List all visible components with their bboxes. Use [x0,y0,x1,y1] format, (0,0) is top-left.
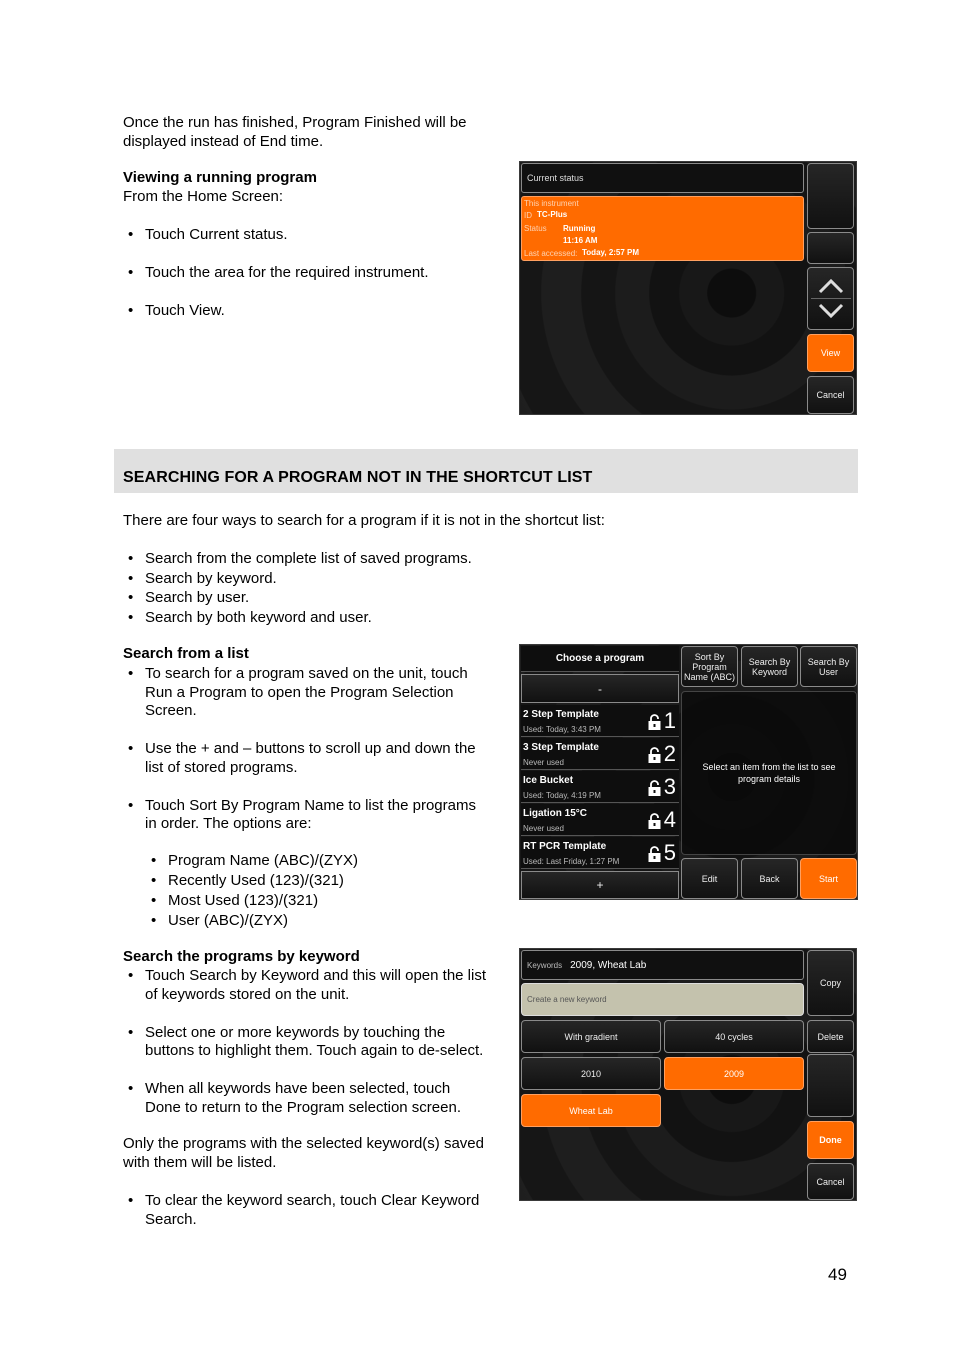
button-line: Keyword [751,666,787,677]
instrument-panel[interactable] [521,196,804,261]
program-name: 3 Step Template [523,742,599,753]
lock-icon [648,780,661,796]
cancel-button[interactable]: Cancel [807,1163,854,1200]
keyword-search-step [123,1080,518,1117]
cancel-button[interactable]: Cancel [807,376,854,414]
view-button[interactable]: View [807,334,854,372]
program-row[interactable] [521,804,679,836]
program-row[interactable] [521,738,679,770]
scroll-up-button[interactable]: - [521,674,679,703]
program-name: 2 Step Template [523,709,599,720]
program-slot-number: 3 [663,774,676,799]
keyword-note [123,1135,518,1172]
program-row[interactable] [521,771,679,803]
program-slot-number: 5 [663,840,676,865]
program-slot-number: 2 [663,741,676,766]
sort-option: • Most Used (123)/(321) [146,892,446,911]
keywords-bar [521,950,804,980]
text-line: Run a Program to open the Program Selection [145,683,454,701]
delete-button[interactable]: Delete [807,1020,854,1053]
keyword-2009[interactable]: 2009 [664,1057,804,1090]
search-way: • Search by both keyword and user. [123,609,623,628]
program-used: Used: Today, 3:43 PM [523,725,601,734]
section-title: SEARCHING FOR A PROGRAM NOT IN THE SHORTCUT LIST [123,469,593,486]
program-slot-number: 1 [663,708,676,733]
keywords-screen [519,948,857,1201]
keyword-search-steps [123,967,518,1117]
program-details-panel [681,691,857,855]
intro-line-1: Once the run has finished, Program Finished will be [123,114,467,131]
program-slot-number: 4 [663,807,676,832]
keyword-clear-step [123,1192,518,1229]
search-ways-list [123,550,623,627]
keywords-label: Keywords [527,960,563,970]
viewing-step: • Touch the area for the required instrument. [123,264,513,283]
section-intro: There are four ways to search for a program if it is not in the shortcut list: [123,512,605,529]
details-hint-line: program details [737,774,801,784]
program-name: Ice Bucket [523,775,574,786]
lock-icon [648,846,661,862]
list-search-heading: Search from a list [123,645,249,662]
lock-icon [648,813,661,829]
text-line: • To clear the keyword search, touch Clear Keyword [145,1192,480,1209]
keyword-wheat-lab[interactable]: Wheat Lab [521,1094,661,1127]
scroll-buttons[interactable] [807,267,854,330]
last-accessed-value: Today, 2:57 PM [582,248,640,257]
id-value: TC-Plus [537,210,568,219]
button-line: User [818,666,838,677]
blank-button[interactable] [807,163,854,229]
list-search-step [123,665,518,721]
sort-option: • Program Name (ABC)/(ZYX) [146,852,446,871]
search-way: • Search by user. [123,589,623,608]
program-row[interactable] [521,705,679,737]
lock-icon [648,714,661,730]
button-line: Search By [748,656,791,667]
list-search-step [123,740,518,777]
create-keyword-button[interactable]: Create a new keyword [521,983,804,1016]
text-line: • To search for a program saved on the unit, touch [145,665,468,682]
viewing-steps [123,226,513,340]
instrument-label: This instrument [524,199,579,208]
keyword-search-step [123,1024,518,1061]
text-line: Only the programs with the selected keyword(s) saved [123,1135,484,1152]
program-used: Never used [523,758,564,767]
keyword-search-step [123,967,518,1004]
text-line: of keywords stored on the unit. [145,985,350,1003]
viewing-from: From the Home Screen: [123,188,284,205]
time-value: 11:16 AM [563,236,598,245]
text-line: • Touch Sort By Program Name to list the programs [145,796,476,814]
lock-icon [648,747,661,763]
text-line: Screen. [145,702,197,719]
page-number: 49 [828,1265,847,1284]
list-search-step [123,797,518,834]
choose-program-title: Choose a program [521,646,679,672]
scroll-down-button[interactable]: + [521,871,679,899]
text-line: • When all keywords have been selected, touch [145,1080,451,1097]
copy-button[interactable]: Copy [807,950,854,1016]
sort-option: • Recently Used (123)/(321) [146,872,446,891]
blank-button[interactable] [807,1054,854,1117]
text-line: in order. The options are: [145,815,312,832]
details-hint-line: Select an item from the list to see [702,762,836,772]
keyword-2010[interactable]: 2010 [521,1057,661,1090]
text-line: with them will be listed. [123,1153,277,1171]
button-line: Sort By [694,651,725,662]
button-line: Name (ABC) [683,671,735,682]
button-line: Search By [807,656,850,667]
edit-button[interactable]: Edit [681,858,738,899]
keyword-40-cycles[interactable]: 40 cycles [664,1020,804,1053]
start-button[interactable]: Start [800,858,857,899]
viewing-heading: Viewing a running program [123,169,317,186]
keyword-search-heading: Search the programs by keyword [123,948,360,965]
text-line: Search. [145,1210,197,1228]
text-line: buttons to highlight them. Touch again to de-select. [145,1042,484,1059]
last-accessed-label: Last accessed: [524,249,578,258]
keyword-with-gradient[interactable]: With gradient [521,1020,661,1053]
search-by-user-button[interactable] [800,646,857,687]
list-search-steps [123,665,518,834]
choose-program-screen [519,644,858,900]
search-way: • Search by keyword. [123,570,623,589]
blank-button[interactable] [807,232,854,264]
text-line: • Select one or more keywords by touching the [145,1023,446,1041]
keyword-search-step [123,1192,518,1229]
intro-paragraph [123,114,513,151]
intro-line-2: displayed instead of End time. [123,132,324,150]
sort-options-list [146,852,446,931]
chevron-down-icon[interactable] [817,302,845,320]
current-status-screen [519,161,857,415]
done-button[interactable]: Done [807,1121,854,1159]
program-used: Used: Last Friday, 1:27 PM [523,857,620,866]
back-button[interactable]: Back [741,858,798,899]
text-line: • Use the + and – buttons to scroll up and down the [145,740,476,757]
program-name: Ligation 15°C [523,808,588,819]
viewing-step: • Touch View. [123,302,513,321]
viewing-step: • Touch Current status. [123,226,513,245]
search-way: • Search from the complete list of saved programs. [123,550,623,569]
button-line: Program [692,661,727,672]
text-line: list of stored programs. [145,758,298,776]
program-name: RT PCR Template [523,841,607,852]
program-row[interactable] [521,837,679,869]
status-label: Status [524,224,547,233]
sort-by-program-name-button[interactable] [681,646,738,687]
chevron-up-icon[interactable] [817,277,845,295]
current-status-header: Current status [521,163,804,193]
status-value: Running [563,224,596,233]
program-used: Never used [523,824,564,833]
text-line: • Touch Search by Keyword and this will open the list [145,967,487,984]
text-line: Done to return to the Program selection screen. [145,1098,461,1116]
search-by-keyword-button[interactable] [741,646,798,687]
keywords-value: 2009, Wheat Lab [570,959,647,971]
sort-option: • User (ABC)/(ZYX) [146,912,446,931]
program-used: Used: Today, 4:19 PM [523,791,601,800]
id-label: ID [524,211,532,220]
